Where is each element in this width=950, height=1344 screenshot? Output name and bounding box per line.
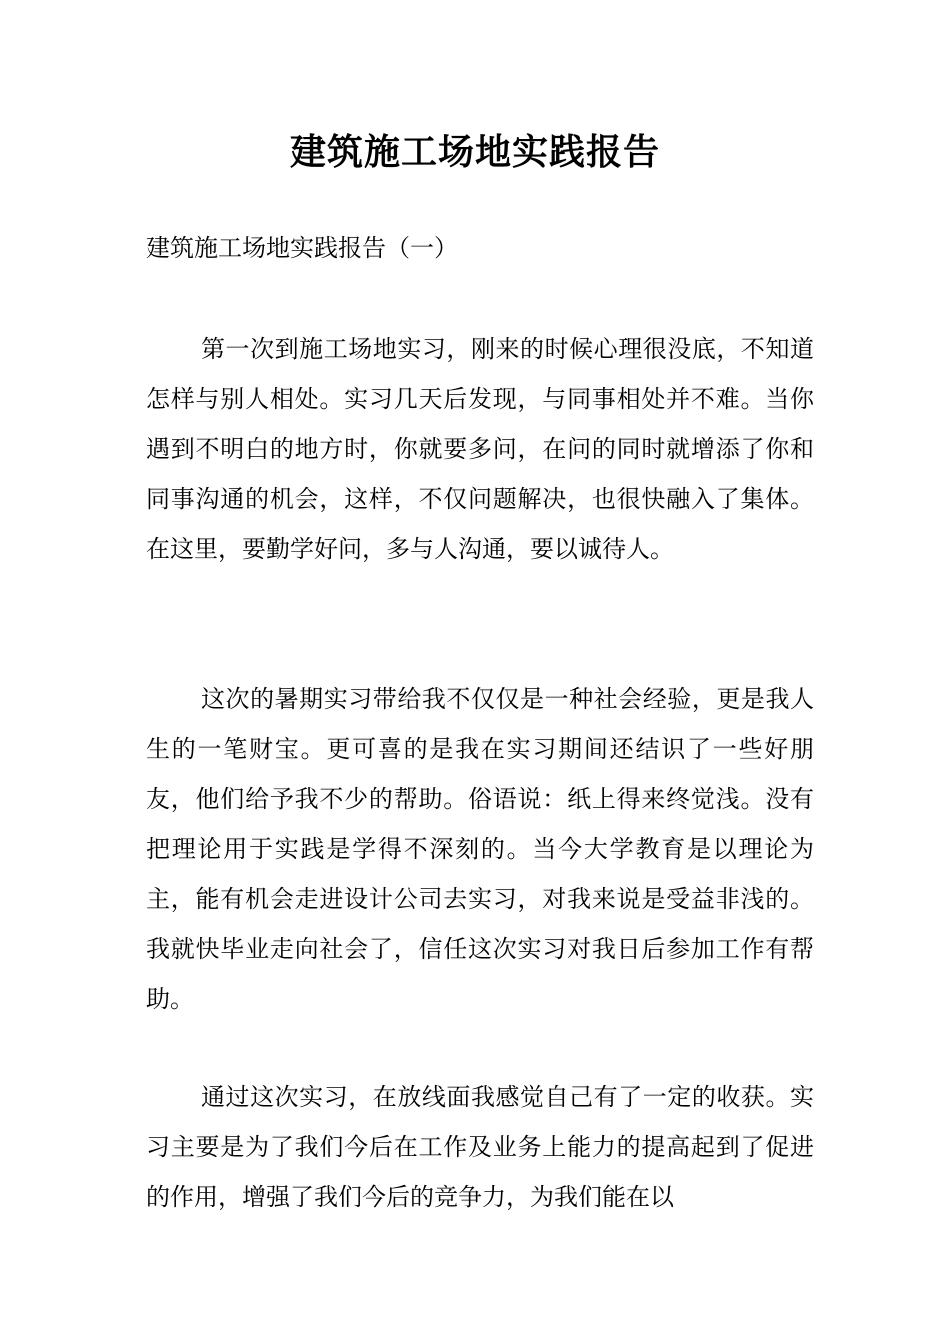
document-title: 建筑施工场地实践报告 [289, 131, 660, 173]
paragraph-3: 通过这次实习，在放线面我感觉自己有了一定的收获。实习主要是为了我们今后在工作及业务上能力的提高起到了促进的作用，增强了我们今后的竞争力，为我们能在以 [146, 1083, 814, 1211]
section-heading: 建筑施工场地实践报告（一） [146, 234, 458, 262]
paragraph-2: 这次的暑期实习带给我不仅仅是一种社会经验，更是我人生的一笔财宝。更可喜的是我在实习期间还结识了一些好朋友，他们给予我不少的帮助。俗语说：纸上得来终觉浅。没有把理论用于实践是学得不深刻的。当今大学教育是以理论为主，能有机会走进设计公司去实习，对我来说是受益非浅的。我就快毕业走向社会了，信任这次实习对我日后参加工作有帮助。 [146, 685, 814, 1013]
paragraph-1: 第一次到施工场地实习，刚来的时候心理很没底，不知道怎样与别人相处。实习几天后发现，与同事相处并不难。当你遇到不明白的地方时，你就要多问，在问的同时就增添了你和同事沟通的机会，这样，不仅问题解决，也很快融入了集体。在这里，要勤学好问，多与人沟通，要以诚待人。 [146, 335, 814, 563]
